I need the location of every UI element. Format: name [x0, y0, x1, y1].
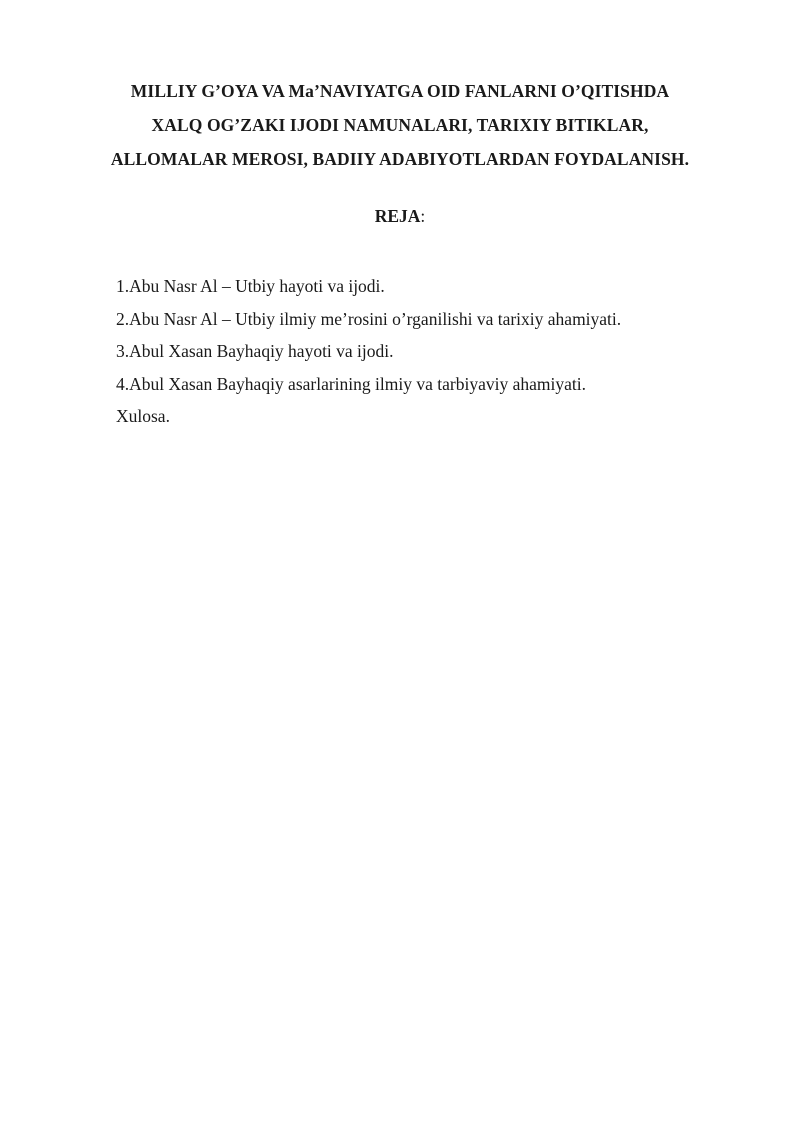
plan-list [116, 270, 736, 433]
plan-heading [0, 203, 800, 229]
plan-heading-text: REJA [374, 206, 421, 226]
title-line-3: ALLOMALAR MEROSI, BADIIY ADABIYOTLARDAN FOYDALANISH. [110, 149, 690, 169]
plan-item-3: 3.Abul Xasan Bayhaqiy hayoti va ijodi. [116, 341, 394, 361]
title-line-2: XALQ OG’ZAKI IJODI NAMUNALARI, TARIXIY BITIKLAR, [151, 115, 649, 135]
plan-heading-colon: : [420, 206, 426, 226]
plan-item-2: 2.Abu Nasr Al – Utbiy ilmiy me’rosini o’rganilishi va tarixiy ahamiyati. [116, 308, 622, 329]
plan-item-1: 1.Abu Nasr Al – Utbiy hayoti va ijodi. [116, 276, 385, 296]
title-line-1: MILLIY G’OYA VA Ma’NAVIYATGA OID FANLARNI O’QITISHDA [130, 81, 670, 101]
document-title [100, 74, 700, 176]
plan-item-4: 4.Abul Xasan Bayhaqiy asarlarining ilmiy va tarbiyaviy ahamiyati. [116, 373, 586, 394]
plan-item-conclusion: Xulosa. [116, 406, 170, 426]
